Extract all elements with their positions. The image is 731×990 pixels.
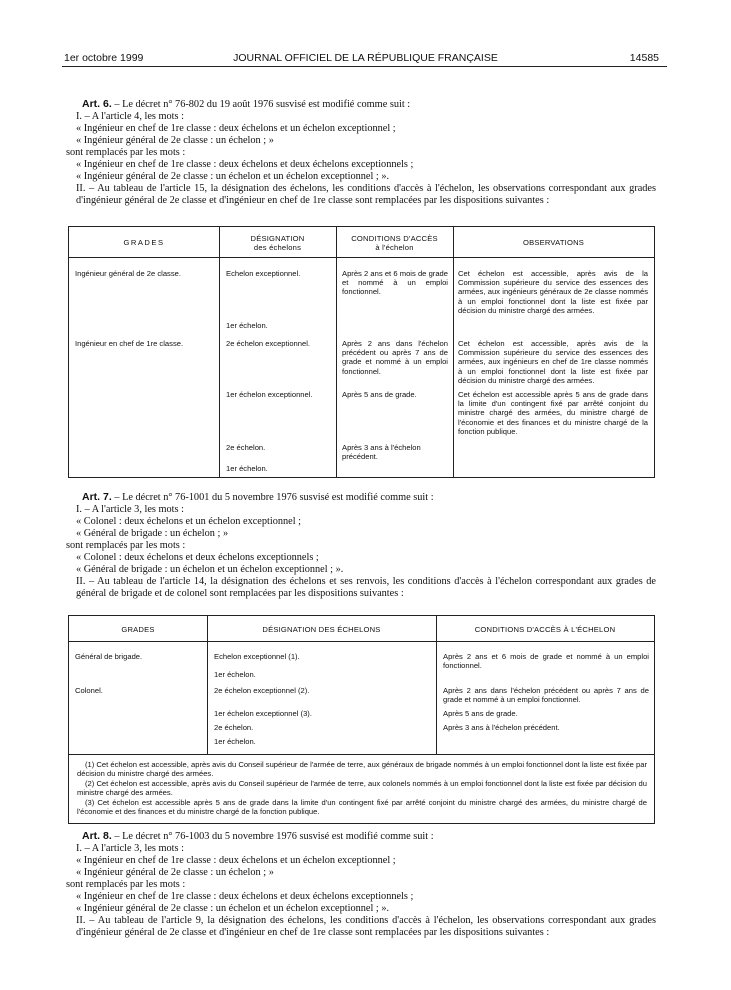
article-7-label: Art. 7. [82, 491, 112, 503]
article-7-line: « Colonel : deux échelons et un échelon exceptionnel ; [76, 516, 302, 527]
table-cell-condition: Après 3 ans à l'échelon précédent. [443, 723, 560, 732]
col-header-designation: DÉSIGNATION des échelons [250, 234, 305, 253]
col-header-grades: GRADES [121, 625, 155, 634]
table-cell-grade: Ingénieur général de 2e classe. [75, 269, 181, 278]
article-7-line: I. – A l'article 3, les mots : [76, 504, 184, 515]
table-footnote: (2) Cet échelon est accessible, après avis du Conseil supérieur de l'armée de terre, aux colonels nommés à un emploi fonctionnel dont la liste est fixée par décision du ministre chargé des armées. [77, 779, 647, 798]
article-8-line: « Ingénieur en chef de 1re classe : deux échelons et un échelon exceptionnel ; [76, 855, 396, 866]
article-8 [66, 830, 656, 939]
header-journal-title: JOURNAL OFFICIEL DE LA RÉPUBLIQUE FRANÇAISE [233, 52, 498, 64]
table-cell-grade: Ingénieur en chef de 1re classe. [75, 339, 184, 348]
article-8-line: « Ingénieur général de 2e classe : un échelon ; » [76, 867, 274, 878]
article-7 [66, 491, 656, 600]
article-8-line: « Ingénieur en chef de 1re classe : deux échelons et deux échelons exceptionnels ; [76, 891, 414, 902]
col-header-conditions: CONDITIONS D'ACCÈS À L'ÉCHELON [474, 625, 616, 634]
table-article-6 [68, 226, 655, 478]
article-6-line: « Ingénieur général de 2e classe : un échelon ; » [76, 135, 274, 146]
article-8-intro: – Le décret n° 76-1003 du 5 novembre 1976 susvisé est modifié comme suit : [111, 831, 434, 842]
table-cell-echelon: 1er échelon. [214, 670, 256, 679]
article-7-line: II. – Au tableau de l'article 14, la désignation des échelons et ses renvois, les conditions d'accès à l'échelon correspondant aux grades de général de brigade et de colonel sont remplacées par les dispositions suivantes : [76, 576, 656, 599]
article-7-line: « Général de brigade : un échelon et un échelon exceptionnel ; ». [76, 564, 344, 575]
col-header-observations: OBSERVATIONS [522, 238, 585, 247]
table-cell-condition: Après 5 ans de grade. [342, 390, 417, 399]
table-cell-echelon: 2e échelon exceptionnel. [226, 339, 311, 348]
article-6-line: « Ingénieur en chef de 1re classe : deux échelons et un échelon exceptionnel ; [76, 123, 396, 134]
article-6-line: sont remplacés par les mots : [66, 147, 186, 158]
article-7-line: « Général de brigade : un échelon ; » [76, 528, 229, 539]
article-6-label: Art. 6. [82, 98, 112, 110]
table-cell-echelon: 1er échelon exceptionnel (3). [214, 709, 312, 718]
article-6 [66, 98, 656, 207]
table-cell-echelon: 1er échelon. [226, 464, 268, 473]
header-date: 1er octobre 1999 [64, 52, 144, 64]
header-page-number: 14585 [629, 52, 659, 64]
table-cell-grade: Colonel. [75, 686, 103, 695]
table-cell-echelon: Echelon exceptionnel (1). [214, 652, 300, 661]
table-cell-condition: Après 2 ans dans l'échelon précédent ou après 7 ans de grade et nommé à un emploi fonctionnel. [443, 686, 649, 705]
article-8-line: I. – A l'article 3, les mots : [76, 843, 184, 854]
table-article-7 [68, 615, 655, 824]
table-cell-condition: Après 3 ans à l'échelon précédent. [342, 443, 421, 462]
table-cell-echelon: 1er échelon. [214, 737, 256, 746]
table-cell-observation: Cet échelon est accessible après 5 ans de grade dans la limite d'un contingent fixé par arrêté conjoint du ministre chargé des armées, du ministre chargé de l'économie et des finances et du ministre chargé de la fonction publique. [458, 390, 648, 436]
table-cell-condition: Après 2 ans et 6 mois de grade et nommé à un emploi fonctionnel. [342, 269, 448, 297]
header-rule [62, 66, 667, 67]
table-cell-echelon: 2e échelon. [226, 443, 266, 452]
article-6-line: « Ingénieur en chef de 1re classe : deux échelons et deux échelons exceptionnels ; [76, 159, 414, 170]
article-7-line: « Colonel : deux échelons et deux échelons exceptionnels ; [76, 552, 319, 563]
article-6-line: I. – A l'article 4, les mots : [76, 111, 184, 122]
table-cell-echelon: 1er échelon exceptionnel. [226, 390, 313, 399]
article-8-line: II. – Au tableau de l'article 9, la désignation des échelons, les conditions d'accès à l'échelon, les observations correspondant aux grades d'ingénieur général de 2e classe et d'ingénieur en chef de 1re classe sont remplacées par les dispositions suivantes : [76, 915, 656, 938]
article-8-label: Art. 8. [82, 830, 112, 842]
article-6-line: « Ingénieur général de 2e classe : un échelon et un échelon exceptionnel ; ». [76, 171, 390, 182]
article-7-line: sont remplacés par les mots : [66, 540, 186, 551]
table-cell-echelon: Echelon exceptionnel. [226, 269, 301, 278]
table-cell-echelon: 2e échelon. [214, 723, 254, 732]
article-7-intro: – Le décret n° 76-1001 du 5 novembre 1976 susvisé est modifié comme suit : [111, 492, 434, 503]
table-cell-echelon: 1er échelon. [226, 321, 268, 330]
article-6-intro: – Le décret n° 76-802 du 19 août 1976 susvisé est modifié comme suit : [111, 99, 411, 110]
article-6-line: II. – Au tableau de l'article 15, la désignation des échelons, les conditions d'accès à l'échelon, les observations correspondant aux grades d'ingénieur général de 2e classe et d'ingénieur en chef de 1re classe sont remplacées par les dispositions suivantes : [76, 183, 656, 206]
table-cell-condition: Après 2 ans dans l'échelon précédent ou après 7 ans de grade et nommé à un emploi fonctionnel. [342, 339, 448, 376]
table-footnote: (3) Cet échelon est accessible après 5 ans de grade dans la limite d'un contingent fixé par arrêté conjoint du ministre chargé des armées, du ministre chargé de l'économie et des finances et du ministre chargé de la fonction publique. [77, 798, 647, 817]
table-cell-grade: Général de brigade. [75, 652, 143, 661]
table-cell-condition: Après 5 ans de grade. [443, 709, 518, 718]
table-footnote: (1) Cet échelon est accessible, après avis du Conseil supérieur de l'armée de terre, aux généraux de brigade nommés à un emploi fonctionnel dont la liste est fixée par décision du ministre chargé des armées. [77, 760, 647, 779]
table-cell-observation: Cet échelon est accessible, après avis de la Commission supérieure du service des essences des armées, aux ingénieurs en chef de 1re classe nommés à un emploi fonctionnel dont la liste est fixée par décision du ministre chargé des armées. [458, 339, 648, 385]
article-8-line: « Ingénieur général de 2e classe : un échelon et un échelon exceptionnel ; ». [76, 903, 390, 914]
table-cell-echelon: 2e échelon exceptionnel (2). [214, 686, 310, 695]
article-8-line: sont remplacés par les mots : [66, 879, 186, 890]
table-cell-condition: Après 2 ans et 6 mois de grade et nommé à un emploi fonctionnel. [443, 652, 649, 671]
col-header-conditions: CONDITIONS D'ACCÈS à l'échelon [351, 234, 438, 253]
table-cell-observation: Cet échelon est accessible, après avis de la Commission supérieure du service des essences des armées, aux ingénieurs généraux de 2e classe nommés à un emploi fonctionnel dont la liste est fixée par décision du ministre chargé des armées. [458, 269, 648, 315]
col-header-grades: GRADES [123, 238, 165, 247]
col-header-designation: DÉSIGNATION DES ÉCHELONS [262, 625, 381, 634]
